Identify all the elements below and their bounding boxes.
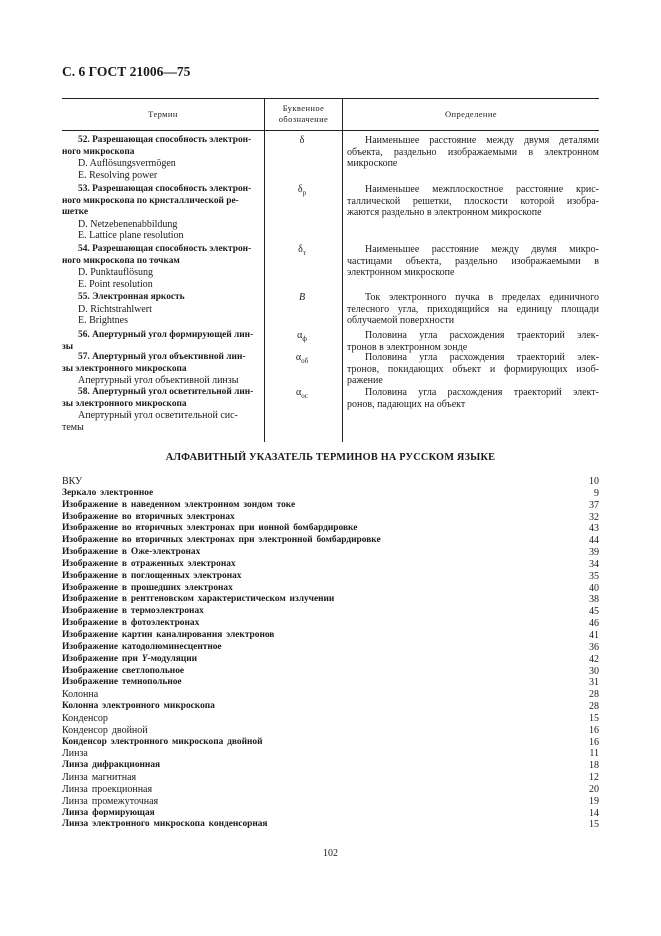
index-term: Изображение в рентгеновском характеристическом излучении — [62, 594, 335, 605]
index-entry — [62, 500, 599, 512]
index-entry — [62, 642, 599, 654]
symbol-cell: $\alpha_{ос}$ — [295, 387, 309, 400]
term-cell — [62, 244, 262, 290]
index-term: Изображение темнопольное — [62, 677, 182, 688]
definition-line: объекта, раздельно изображаемыми в электронном — [347, 146, 599, 158]
term-line: ного микроскопа по точкам — [62, 255, 180, 266]
index-term: Изображение в термоэлектронах — [62, 606, 204, 617]
definition-line: ронов, падающих на объект — [347, 398, 466, 410]
definition-cell — [347, 352, 599, 387]
term-line: E. Point resolution — [78, 278, 153, 290]
index-term-number: 10 — [589, 476, 599, 487]
index-entry — [62, 476, 599, 488]
definition-line: Половина угла расхождения траекторий элект- — [365, 387, 599, 398]
term-line: D. Punktauflösung — [78, 267, 153, 278]
index-term-number: 18 — [589, 760, 599, 772]
definition-cell — [347, 244, 599, 279]
term-cell — [62, 292, 262, 327]
index-entry — [62, 606, 599, 618]
index-term-number: 12 — [589, 772, 599, 784]
index-term: Изображение во вторичных электронах при ионной бомбардировке — [62, 523, 358, 534]
index-entry — [62, 772, 599, 784]
index-term-number: 16 — [589, 724, 599, 736]
index-term: ВКУ — [62, 476, 83, 487]
index-entry — [62, 677, 599, 689]
definition-line: Наименьшее расстояние между двумя микро- — [365, 244, 599, 255]
index-term: Конденсор двойной — [62, 724, 148, 736]
index-entry — [62, 571, 599, 583]
term-line: ного микроскопа по кристаллической ре- — [62, 195, 239, 206]
index-term: Конденсор электронного микроскопа двойной — [62, 736, 263, 747]
definition-line: ражение — [347, 375, 383, 386]
index-title: АЛФАВИТНЫЙ УКАЗАТЕЛЬ ТЕРМИНОВ НА РУССКОМ ЯЗЫКЕ — [165, 452, 496, 463]
index-term: Изображение картин каналирования электронов — [62, 629, 275, 640]
index-term-number: 16 — [589, 736, 599, 748]
index-entry — [62, 512, 599, 524]
index-term-number: 38 — [589, 594, 599, 606]
definition-line: тронов в электронном зонде — [347, 341, 468, 353]
index-term-number: 31 — [589, 677, 599, 689]
definition-line: жаются раздельно в электронном микроскопе — [347, 207, 542, 218]
symbol-cell: $\alpha_{об}$ — [295, 352, 309, 365]
definition-line: Наименьшее расстояние между двумя деталями — [365, 135, 599, 146]
term-line: 56. Апертурный угол формирующей лин- — [78, 330, 254, 340]
term-line: 53. Разрешающая способность электрон- — [78, 184, 252, 194]
definition-line: микроскопе — [347, 158, 398, 169]
definition-line: частицами объекта, раздельно изображаемыми в — [347, 255, 599, 267]
symbol-cell: δ — [299, 135, 305, 146]
term-line: D. Richtstrahlwert — [78, 303, 152, 315]
term-line: 58. Апертурный угол осветительной лин- — [78, 387, 254, 397]
index-entry — [62, 796, 599, 808]
index-term-number: 9 — [594, 487, 599, 499]
index-term: Колонна — [62, 689, 99, 701]
term-cell — [62, 352, 262, 387]
index-term: Линза дифракционная — [62, 760, 161, 771]
index-term: Линза магнитная — [62, 772, 137, 784]
definition-line: Ток электронного пучка в пределах единичного — [365, 292, 599, 303]
index-entry — [62, 618, 599, 630]
term-line: E. Resolving power — [78, 169, 158, 181]
definition-line: Половина угла расхождения траекторий элек- — [365, 352, 599, 363]
index-entry — [62, 559, 599, 571]
definition-line: тронов, покидающих объект и формирующих изоб- — [347, 363, 599, 375]
index-term: Изображение в прошедших электронах — [62, 582, 233, 593]
term-line: зы электронного микроскопа — [62, 363, 187, 374]
index-entry — [62, 535, 599, 547]
index-term: Изображение при Y-модуляции — [62, 653, 198, 664]
definition-line: таллической решетки, плоскости которой изобра- — [347, 195, 599, 207]
index-term-number: 46 — [589, 618, 599, 630]
index-entry — [62, 666, 599, 678]
index-term: Линза проекционная — [62, 783, 153, 795]
term-line: зы электронного микроскопа — [62, 398, 187, 409]
index-term: Колонна электронного микроскопа — [62, 701, 215, 712]
page-number: 102 — [323, 848, 338, 859]
index-term: Линза — [62, 748, 88, 760]
index-entry — [62, 654, 599, 666]
index-term: Изображение во вторичных электронах — [62, 511, 235, 522]
term-line: Апертурный угол осветительной сис- — [78, 410, 238, 421]
index-term: Линза электронного микроскопа конденсорная — [62, 819, 268, 830]
index-term-number: 41 — [589, 629, 599, 641]
definition-cell — [347, 135, 599, 170]
index-term: Изображение в фотоэлектронах — [62, 618, 200, 629]
index-term-number: 20 — [589, 783, 599, 795]
symbol-cell: $\alpha_ф$ — [297, 330, 307, 343]
index-entry — [62, 808, 599, 820]
definition-cell — [347, 387, 599, 410]
index-term-number: 14 — [589, 807, 599, 819]
index-entry — [62, 583, 599, 595]
index-term-number: 30 — [589, 665, 599, 677]
index-entry — [62, 594, 599, 606]
index-entry — [62, 819, 599, 831]
index-term: Линза формирующая — [62, 807, 155, 818]
index-term-number: 28 — [589, 689, 599, 701]
index-term: Изображение катодолюминесцентное — [62, 641, 222, 652]
alphabetical-index — [62, 476, 599, 831]
index-term-number: 43 — [589, 523, 599, 535]
symbol-cell: $\delta_т$ — [298, 244, 306, 257]
index-term: Изображение в поглощенных электронах — [62, 570, 242, 581]
definition-cell — [347, 184, 599, 219]
definition-line: Половина угла расхождения траекторий элек- — [365, 330, 599, 341]
index-term-number: 35 — [589, 570, 599, 582]
index-term: Зеркало электронное — [62, 487, 154, 498]
index-entry — [62, 488, 599, 500]
index-term-number: 36 — [589, 641, 599, 653]
index-entry — [62, 725, 599, 737]
definition-line: электронном микроскопе — [347, 267, 455, 278]
column-header-definition: Определение — [445, 108, 497, 119]
term-cell — [62, 330, 262, 353]
term-line: E. Lattice plane resolution — [78, 230, 184, 241]
index-term-number: 44 — [589, 535, 599, 547]
index-term-number: 15 — [589, 712, 599, 724]
index-term-number: 15 — [589, 819, 599, 831]
index-term: Линза промежуточная — [62, 795, 159, 807]
definition-line: облучаемой поверхности — [347, 315, 455, 326]
index-term: Изображение в Оже-электронах — [62, 547, 201, 558]
definition-cell — [347, 292, 599, 327]
term-line: 52. Разрешающая способность электрон- — [78, 135, 252, 145]
index-term-number: 37 — [589, 499, 599, 511]
index-term-number: 34 — [589, 558, 599, 570]
symbol-cell: $\delta_р$ — [297, 184, 307, 197]
term-line: 54. Разрешающая способность электрон- — [78, 244, 252, 254]
term-line: ного микроскопа — [62, 146, 135, 157]
term-line: D. Auflösungsvermögen — [78, 158, 176, 169]
index-term: Изображение в наведенном электронном зондом токе — [62, 499, 296, 510]
index-entry — [62, 689, 599, 701]
term-line: D. Netzebenenabbildung — [78, 218, 178, 230]
term-line: E. Brightnes — [78, 315, 128, 326]
term-line: Апертурный угол объективной линзы — [78, 375, 239, 386]
index-entry — [62, 713, 599, 725]
index-term-number: 32 — [589, 511, 599, 523]
index-entry — [62, 784, 599, 796]
term-line: темы — [62, 421, 84, 433]
index-term-number: 11 — [589, 748, 599, 760]
index-entry — [62, 748, 599, 760]
term-line: 55. Электронная яркость — [78, 292, 185, 302]
index-entry — [62, 701, 599, 713]
index-term-number: 39 — [589, 547, 599, 559]
index-term-number: 45 — [589, 606, 599, 618]
column-header-symbol: Буквенное обозначение — [278, 103, 329, 124]
definition-line: телесного угла, приходящийся на единицу площади — [347, 303, 599, 315]
index-term: Конденсор — [62, 712, 108, 724]
index-term-number: 42 — [589, 653, 599, 665]
index-entry — [62, 737, 599, 749]
terms-table — [62, 98, 599, 442]
index-term: Изображение в отраженных электронах — [62, 558, 236, 569]
symbol-cell: B — [298, 292, 306, 303]
term-line: 57. Апертурный угол объективной лин- — [78, 352, 246, 362]
index-entry — [62, 523, 599, 535]
index-entry — [62, 760, 599, 772]
definition-line: Наименьшее межплоскостное расстояние крис- — [365, 184, 599, 195]
page-header: С. 6 ГОСТ 21006—75 — [62, 64, 191, 79]
term-cell — [62, 135, 262, 181]
index-term-number: 19 — [589, 795, 599, 807]
index-term: Изображение светлопольное — [62, 665, 185, 676]
index-entry — [62, 630, 599, 642]
index-term-number: 40 — [589, 582, 599, 594]
definition-cell — [347, 330, 599, 353]
term-line: шетке — [62, 207, 89, 217]
index-term: Изображение во вторичных электронах при электронной бомбардировке — [62, 535, 381, 546]
index-term-number: 28 — [589, 701, 599, 713]
term-cell — [62, 387, 262, 433]
index-entry — [62, 547, 599, 559]
term-cell — [62, 184, 262, 242]
term-line: зы — [62, 341, 74, 352]
column-header-term: Термин — [148, 108, 178, 119]
